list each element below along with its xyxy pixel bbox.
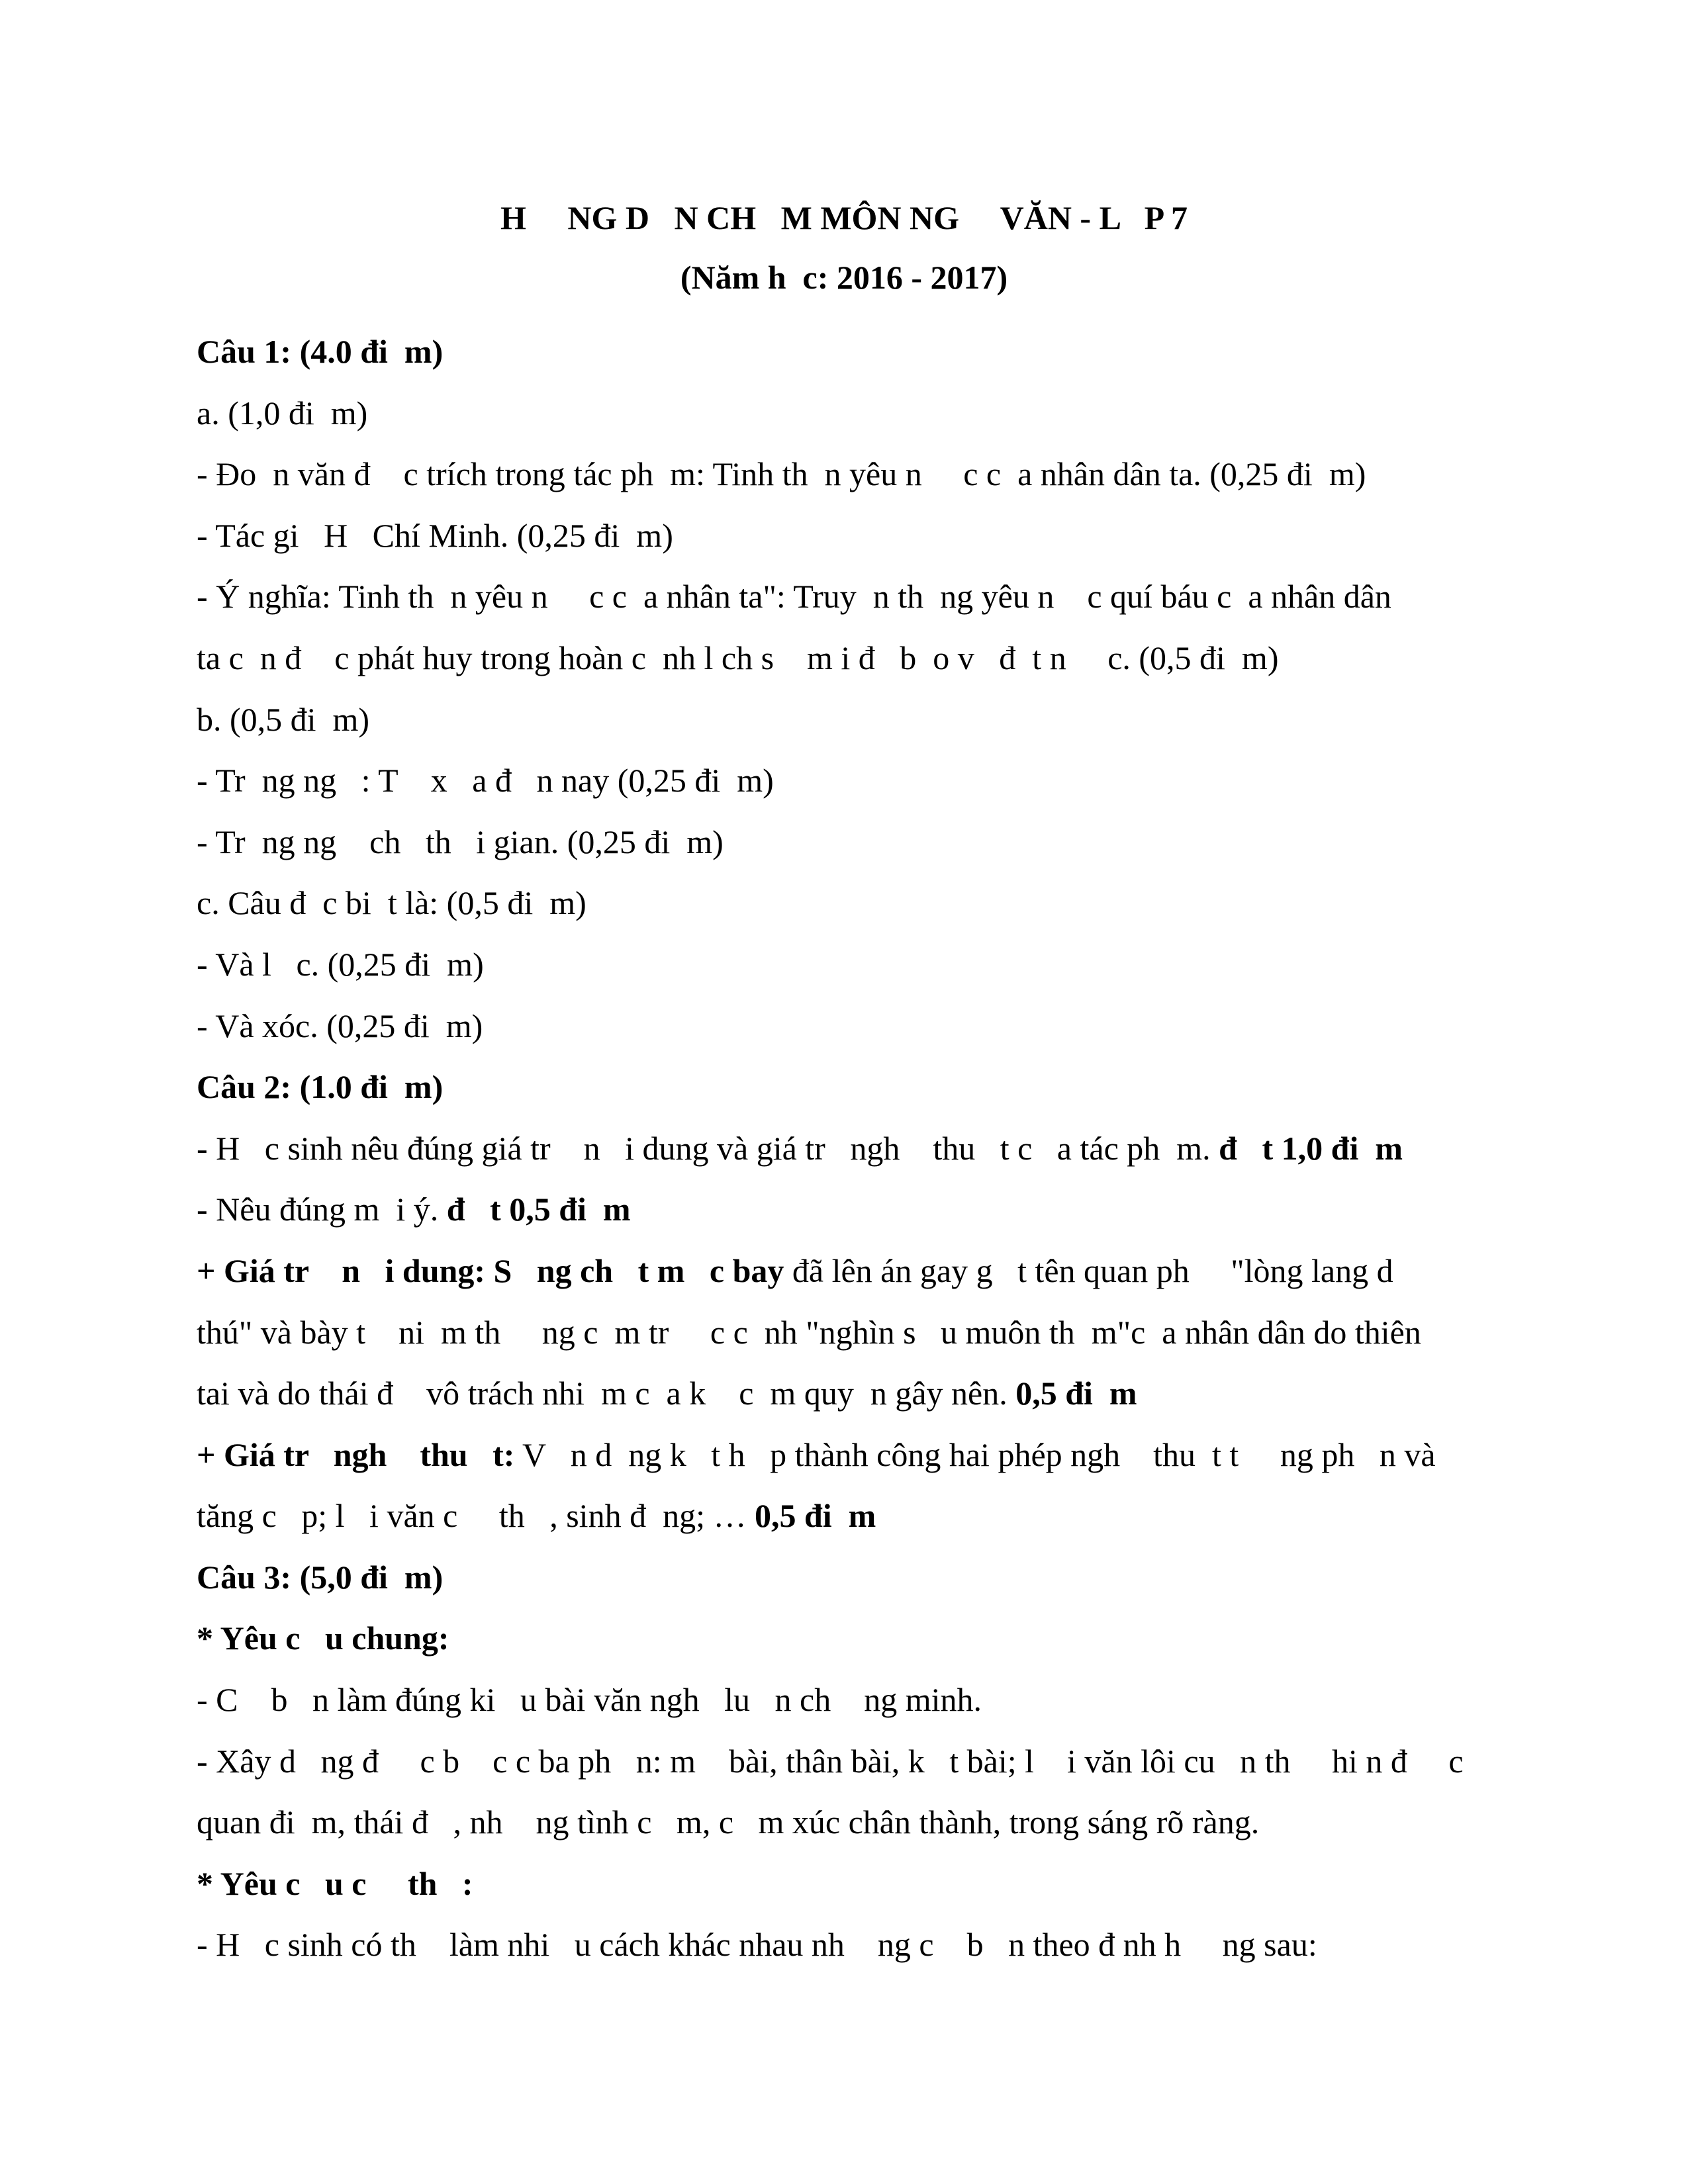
- text-line: [197, 443, 1494, 505]
- text-run: - H c sinh nêu đúng giá tr n i dung và giá tr ngh thu t c a tác ph m.: [197, 1129, 1219, 1167]
- text-line: [197, 1731, 1494, 1792]
- text-line: [197, 750, 1494, 811]
- document-body: [197, 321, 1494, 1976]
- bold-text-run: Câu 1: (4.0 đi m): [197, 333, 444, 370]
- text-line: [197, 934, 1494, 995]
- text-run: tai và do thái đ vô trách nhi m c a k c m quy n gây nên.: [197, 1375, 1016, 1412]
- text-run: - Ý nghĩa: Tinh th n yêu n c c a nhân ta": Truy n th ng yêu n c quí báu c a nhân dân: [197, 578, 1391, 615]
- text-run: - Tr ng ng ch th i gian. (0,25 đi m): [197, 823, 724, 860]
- bold-text-run: Câu 3: (5,0 đi m): [197, 1558, 444, 1596]
- text-line: [197, 1056, 1494, 1118]
- document-title: H NG D N CH M MÔN NG VĂN - L P 7: [500, 199, 1188, 236]
- text-line: [197, 1118, 1494, 1179]
- text-line: [197, 1424, 1494, 1486]
- text-line: [197, 995, 1494, 1057]
- text-run: - Và l c. (0,25 đi m): [197, 945, 484, 983]
- bold-text-run: đ t 0,5 đi m: [446, 1191, 631, 1228]
- text-run: b. (0,5 đi m): [197, 700, 370, 738]
- text-line: [197, 383, 1494, 444]
- text-run: - C b n làm đúng ki u bài văn ngh lu n ch ng minh.: [197, 1681, 982, 1719]
- text-run: - Tác gi H Chí Minh. (0,25 đi m): [197, 516, 673, 554]
- bold-text-run: 0,5 đi m: [754, 1497, 876, 1535]
- text-run: - Tr ng ng : T x a đ n nay (0,25 đi m): [197, 762, 774, 799]
- text-line: [197, 1240, 1494, 1302]
- text-run: quan đi m, thái đ , nh ng tình c m, c m xúc chân thành, trong sáng rõ ràng.: [197, 1803, 1260, 1841]
- text-line: [197, 811, 1494, 873]
- text-run: - H c sinh có th làm nhi u cách khác nhau nh ng c b n theo đ nh h ng sau:: [197, 1926, 1317, 1964]
- text-line: [197, 1608, 1494, 1669]
- bold-text-run: 0,5 đi m: [1015, 1375, 1137, 1412]
- text-run: V n d ng k t h p thành công hai phép ngh thu t t ng ph n và: [514, 1435, 1436, 1473]
- text-line: [197, 505, 1494, 567]
- text-line: [197, 321, 1494, 383]
- text-run: ta c n đ c phát huy trong hoàn c nh l ch s m i đ b o v đ t n c. (0,5 đi m): [197, 639, 1279, 676]
- text-line: [197, 872, 1494, 934]
- text-run: - Đo n văn đ c trích trong tác ph m: Tinh th n yêu n c c a nhân dân ta. (0,25 đi m): [197, 455, 1366, 493]
- text-line: [197, 1179, 1494, 1240]
- document-subtitle: (Năm h c: 2016 - 2017): [680, 259, 1008, 296]
- text-run: a. (1,0 đi m): [197, 394, 368, 432]
- text-line: [197, 566, 1494, 627]
- text-run: - Nêu đúng m i ý.: [197, 1191, 447, 1228]
- bold-text-run: * Yêu c u c th :: [197, 1864, 473, 1902]
- text-run: - Và xóc. (0,25 đi m): [197, 1007, 483, 1044]
- text-line: [197, 1669, 1494, 1731]
- text-line: [197, 1302, 1494, 1363]
- bold-text-run: Câu 2: (1.0 đi m): [197, 1068, 444, 1106]
- text-run: - Xây d ng đ c b c c ba ph n: m bài, thân bài, k t bài; l i văn lôi cu n th hi n đ c: [197, 1742, 1464, 1780]
- bold-text-run: + Giá tr ngh thu t:: [197, 1435, 515, 1473]
- text-run: c. Câu đ c bi t là: (0,5 đi m): [197, 884, 586, 922]
- text-line: [197, 1363, 1494, 1424]
- text-run: tăng c p; l i văn c th , sinh đ ng; …: [197, 1497, 755, 1535]
- text-line: [197, 1853, 1494, 1915]
- bold-text-run: + Giá tr n i dung: S ng ch t m c bay: [197, 1251, 784, 1289]
- bold-text-run: * Yêu c u chung:: [197, 1619, 449, 1657]
- text-line: [197, 1914, 1494, 1976]
- text-line: [197, 627, 1494, 689]
- bold-text-run: đ t 1,0 đi m: [1219, 1129, 1403, 1167]
- text-line: [197, 1485, 1494, 1547]
- text-line: [197, 1547, 1494, 1608]
- text-line: [197, 1792, 1494, 1853]
- text-run: đã lên án gay g t tên quan ph "lòng lang d: [784, 1251, 1393, 1289]
- text-run: thú" và bày t ni m th ng c m tr c c nh "nghìn s u muôn th m"c a nhân dân do thiên: [197, 1313, 1421, 1351]
- text-line: [197, 689, 1494, 751]
